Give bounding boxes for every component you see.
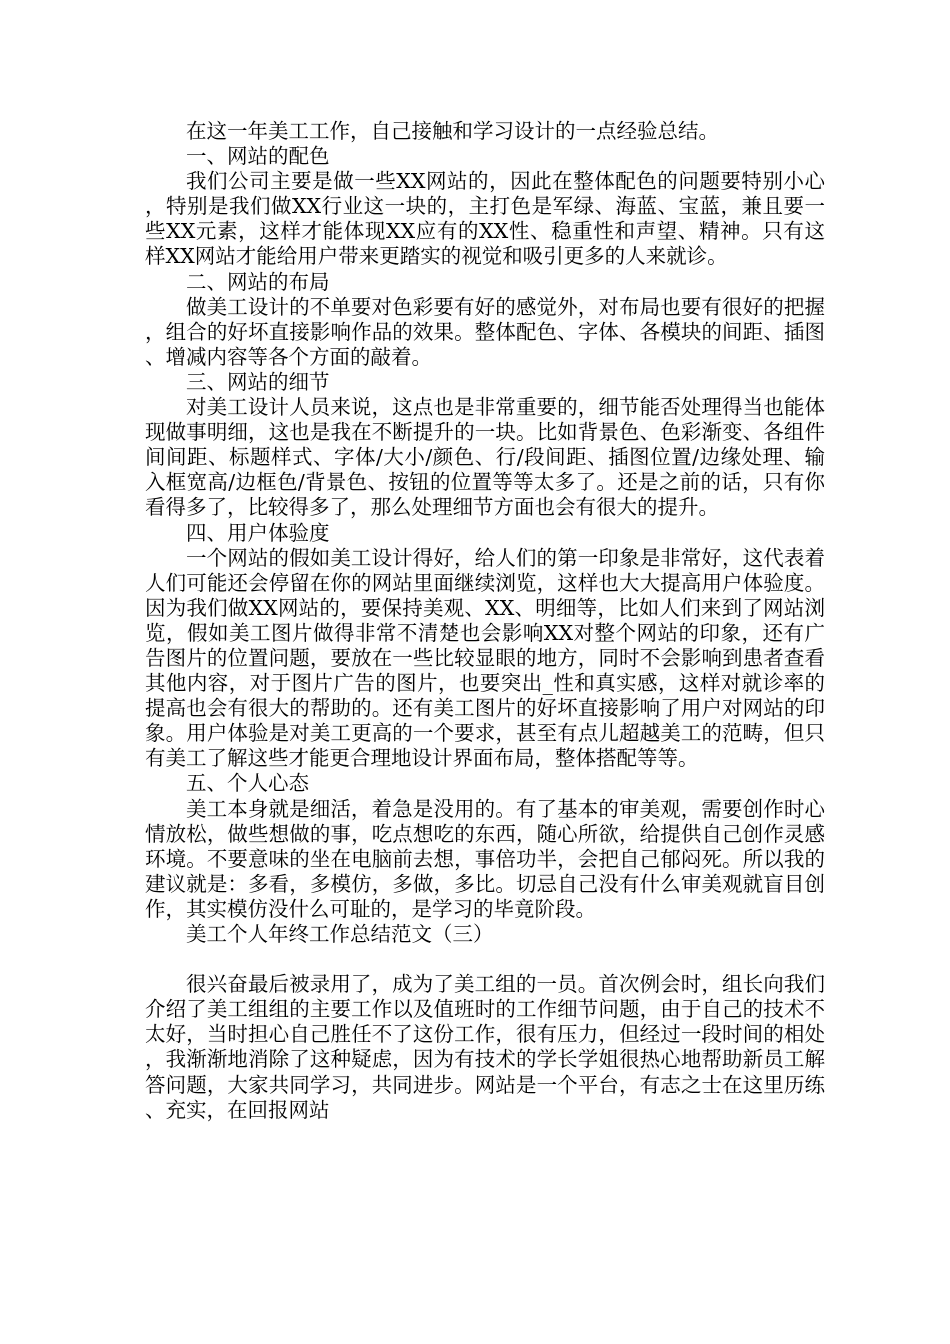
intro-line: 在这一年美工工作，自己接触和学习设计的一点经验总结。 <box>186 119 719 143</box>
section-heading-mindset: 五、个人心态 <box>186 771 309 796</box>
section-body-details: 对美工设计人员来说，这点也是非常重要的，细节能否处理得当也能体现做事明细，这也是我在不断提升的一块。比如背景色、色彩渐变、各组件间间距、标题样式、字体/大小/颜色、行/段间距、插图位置/边缘处理、输入框宽高/边框色/背景色、按钮的位置等等太多了。还是之前的话，只有你看得多了，比较得多了，那么处理细节方面也会有很大的提升。 <box>145 395 825 520</box>
section-heading-details: 三、网站的细节 <box>186 369 330 394</box>
section-body-color: 我们公司主要是做一些XX网站的，因此在整体配色的问题要特别小心，特别是我们做XX行业这一块的，主打色是军绿、海蓝、宝蓝，兼且要一些XX元素，这样才能体现XX应有的XX性、稳重性和声望、精神。只有这样XX网站才能给用户带来更踏实的视觉和吸引更多的人来就诊。 <box>145 169 825 269</box>
article-three-title: 美工个人年终工作总结范文（三） <box>186 922 494 946</box>
section-body-mindset: 美工本身就是细活，着急是没用的。有了基本的审美观，需要创作时心情放松，做些想做的事，吃点想吃的东西，随心所欲，给提供自己创作灵感环境。不要意味的坐在电脑前去想，事倍功半，会把自己郁闷死。所以我的建议就是：多看，多模仿，多做，多比。切忌自己没有什么审美观就盲目创作，其实模仿没什么可耻的，是学习的毕竟阶段。 <box>145 796 825 921</box>
section-body-ux: 一个网站的假如美工设计得好，给人们的第一印象是非常好，这代表着人们可能还会停留在你的网站里面继续浏览，这样也大大提高用户体验度。因为我们做XX网站的，要保持美观、XX、明细等，比如人们来到了网站浏览，假如美工图片做得非常不清楚也会影响XX对整个网站的印象，还有广告图片的位置问题，要放在一些比较显眼的地方，同时不会影响到患者查看其他内容，对于图片广告的图片，也要突出_性和真实感，这样对就诊率的提高也会有很大的帮助的。还有美工图片的好坏直接影响了用户对网站的印象。用户体验是对美工更高的一个要求，甚至有点儿超越美工的范畴，但只有美工了解这些才能更合理地设计界面布局，整体搭配等等。 <box>145 545 825 771</box>
section-body-layout: 做美工设计的不单要对色彩要有好的感觉外，对布局也要有很好的把握，组合的好坏直接影响作品的效果。整体配色、字体、各模块的间距、插图、增减内容等各个方面的敲着。 <box>145 294 825 369</box>
blank-line <box>145 947 825 972</box>
section-heading-color: 一、网站的配色 <box>186 144 330 169</box>
document-page <box>145 119 825 1123</box>
section-heading-ux: 四、用户体验度 <box>186 520 330 545</box>
section-heading-layout: 二、网站的布局 <box>186 269 330 294</box>
closing-paragraph: 很兴奋最后被录用了，成为了美工组的一员。首次例会时，组长向我们介绍了美工组组的主要工作以及值班时的工作细节问题，由于自己的技术不太好，当时担心自己胜任不了这份工作，很有压力，但经过一段时间的相处，我渐渐地消除了这种疑虑，因为有技术的学长学姐很热心地帮助新员工解答问题，大家共同学习，共同进步。网站是一个平台，有志之士在这里历练、充实，在回报网站 <box>145 972 825 1122</box>
